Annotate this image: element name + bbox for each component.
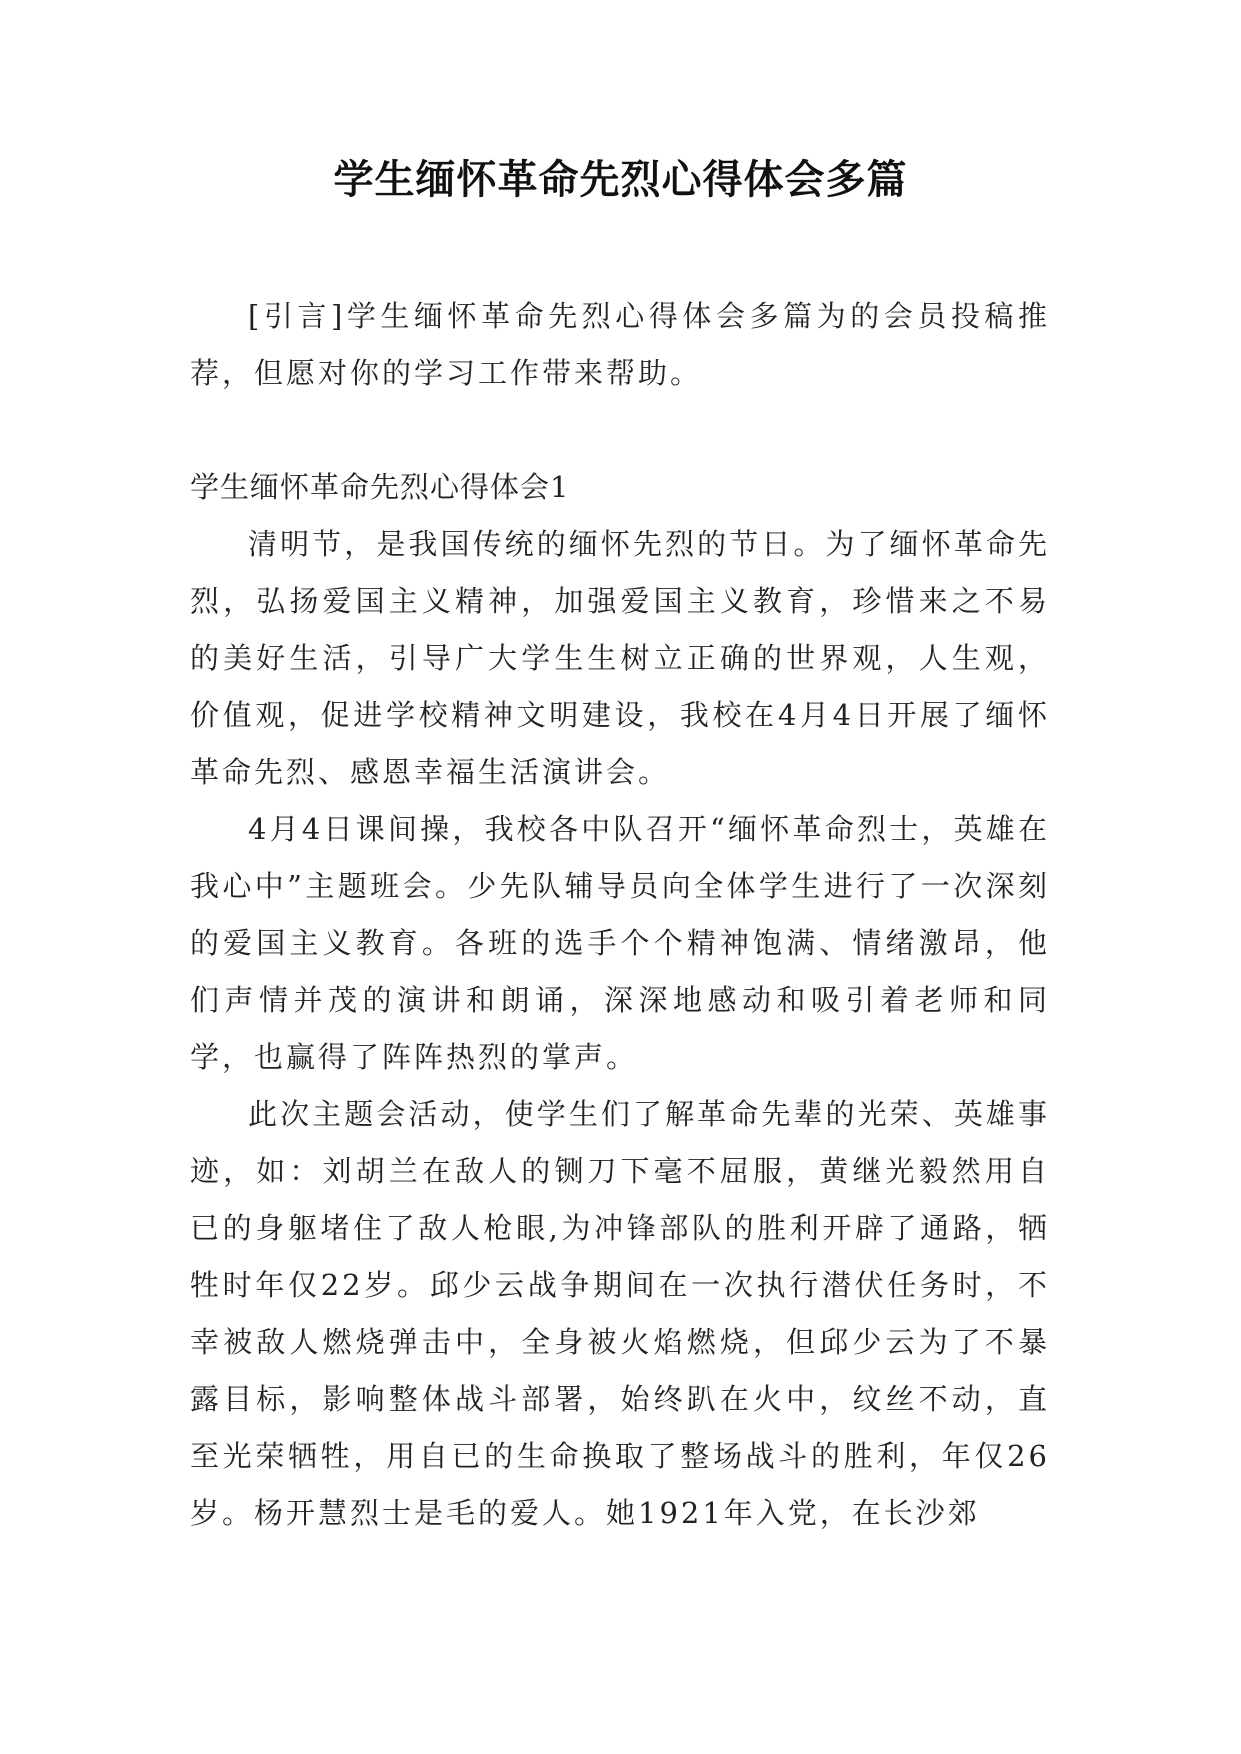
body-paragraph-2: 4月4日课间操，我校各中队召开“缅怀革命烈士，英雄在我心中”主题班会。少先队辅导员向全体学生进行了一次深刻的爱国主义教育。各班的选手个个精神饱满、情绪激昂，他们声情并茂的演讲和朗诵，深深地感动和吸引着老师和同学，也赢得了阵阵热烈的掌声。	[190, 812, 1050, 1074]
body-paragraph-3: 此次主题会活动，使学生们了解革命先辈的光荣、英雄事迹，如：刘胡兰在敌人的铡刀下毫不屈服，黄继光毅然用自已的身躯堵住了敌人枪眼,为冲锋部队的胜利开辟了通路，牺牲时年仅22岁。邱少云战争期间在一次执行潜伏任务时，不幸被敌人燃烧弹击中，全身被火焰燃烧，但邱少云为了不暴露目标，影响整体战斗部署，始终趴在火中，纹丝不动，直至光荣牺牲，用自已的生命换取了整场战斗的胜利，年仅26岁。杨开慧烈士是毛的爱人。她1921年入党，在长沙郊	[190, 1097, 1050, 1530]
document-body	[190, 288, 1050, 1542]
document-title: 学生缅怀革命先烈心得体会多篇	[333, 157, 908, 203]
intro-paragraph: [引言]学生缅怀革命先烈心得体会多篇为的会员投稿推荐，但愿对你的学习工作带来帮助。	[190, 299, 1050, 390]
body-paragraph-1: 清明节，是我国传统的缅怀先烈的节日。为了缅怀革命先烈，弘扬爱国主义精神，加强爱国主义教育，珍惜来之不易的美好生活，引导广大学生生树立正确的世界观，人生观，价值观，促进学校精神文明建设，我校在4月4日开展了缅怀革命先烈、感恩幸福生活演讲会。	[190, 527, 1050, 789]
section-heading: 学生缅怀革命先烈心得体会1	[190, 470, 570, 504]
